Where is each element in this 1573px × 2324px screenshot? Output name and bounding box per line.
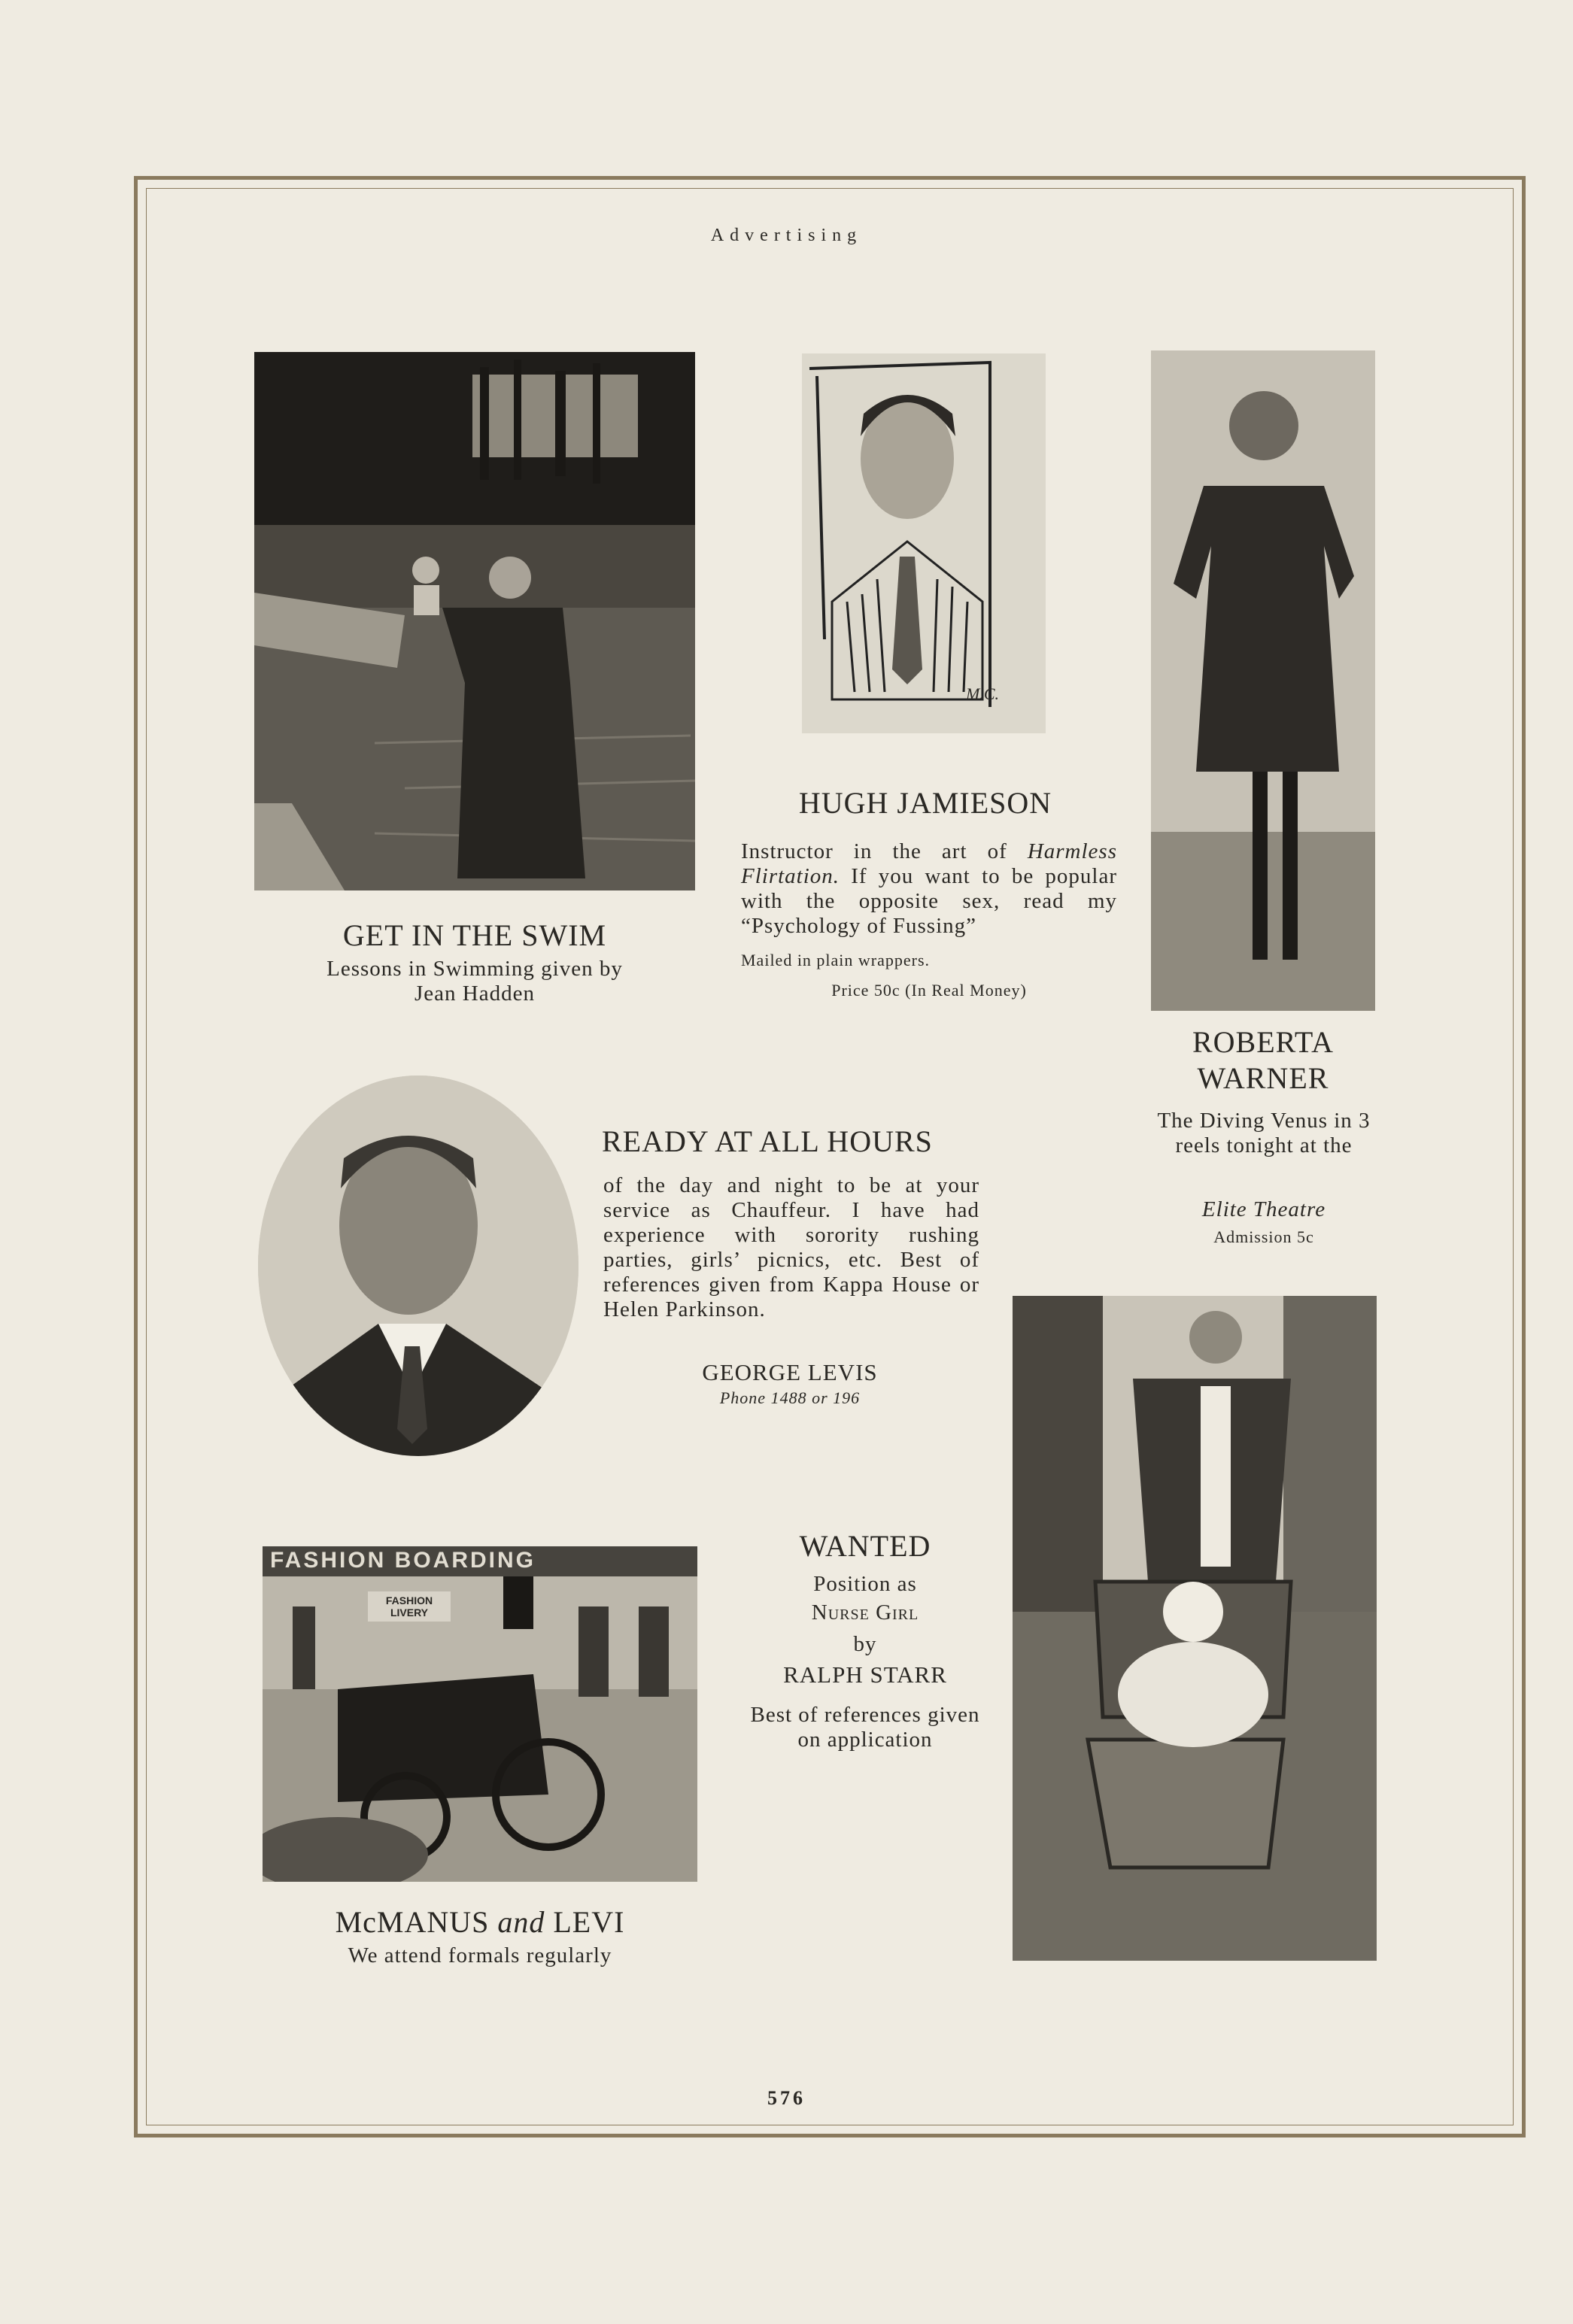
- wanted-line4: Best of references given on application: [750, 1703, 980, 1752]
- roberta-name-line1: ROBERTA: [1192, 1025, 1335, 1059]
- ralph-starr-photo: [1013, 1296, 1377, 1961]
- wanted-line3: by: [853, 1632, 877, 1656]
- livery-sign: FASHION LIVERY: [385, 1594, 433, 1619]
- wanted-line2: Nurse Girl: [811, 1600, 919, 1625]
- mcmanus-title: [254, 1904, 706, 1940]
- mcmanus-title-a: McMANUS: [335, 1905, 490, 1939]
- page-header: Advertising: [710, 226, 863, 245]
- mcmanus-title-b: LEVI: [553, 1905, 625, 1939]
- swimming-photo: [254, 352, 695, 890]
- roberta-theatre: Elite Theatre: [1201, 1197, 1326, 1221]
- roberta-name-line2: WARNER: [1197, 1061, 1329, 1095]
- mcmanus-line1: We attend formals regularly: [348, 1943, 612, 1968]
- george-body: of the day and night to be at your service as Chauffeur. I have had experience with sorority rushing parties, girls’ picnics, etc. Best of references given from Kappa House or Helen Parkinson.: [603, 1173, 979, 1321]
- hugh-title: HUGH JAMIESON: [798, 786, 1052, 820]
- swim-title: GET IN THE SWIM: [342, 918, 607, 952]
- hugh-jamieson-sketch: [802, 353, 1046, 733]
- wanted-name: RALPH STARR: [783, 1661, 947, 1688]
- roberta-admission: Admission 5c: [1213, 1227, 1314, 1246]
- sketch-initials: M.C.: [966, 684, 999, 703]
- george-title: READY AT ALL HOURS: [602, 1124, 933, 1158]
- hugh-price: Price 50c (In Real Money): [831, 981, 1027, 1000]
- hugh-text2: If you want to be popular with the opposite sex, read my “Psychology of Fussing”: [741, 864, 1118, 938]
- george-name: GEORGE LEVIS: [702, 1359, 878, 1385]
- page-number: 576: [767, 2087, 806, 2109]
- roberta-warner-photo: [1151, 350, 1375, 1011]
- swim-line1: Lessons in Swimming given by: [326, 957, 623, 981]
- hugh-text: [741, 839, 1117, 939]
- roberta-desc: The Diving Venus in 3 reels tonight at the: [1157, 1109, 1371, 1157]
- mcmanus-levi-carriage-photo: [263, 1546, 697, 1882]
- fashion-sign: FASHION BOARDING: [270, 1548, 536, 1573]
- george-phone: Phone 1488 or 196: [719, 1388, 861, 1407]
- hugh-mailed: Mailed in plain wrappers.: [741, 951, 931, 969]
- swim-line2: Jean Hadden: [415, 981, 535, 1006]
- hugh-text1: Instructor in the art of: [741, 839, 1007, 863]
- mcmanus-title-and: and: [497, 1905, 545, 1939]
- george-levis-portrait: [258, 1076, 578, 1456]
- hugh-text1-italic: Harmless Flirtation.: [741, 839, 1117, 888]
- wanted-title: WANTED: [799, 1529, 931, 1563]
- wanted-line1: Position as: [813, 1572, 917, 1596]
